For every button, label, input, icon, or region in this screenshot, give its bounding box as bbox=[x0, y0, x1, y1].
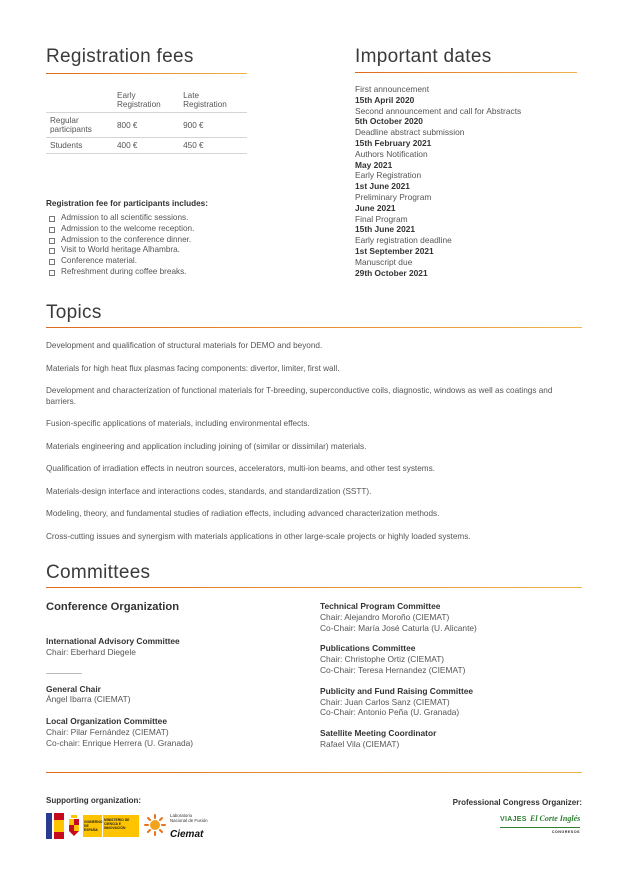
fee-early: 400 € bbox=[117, 141, 138, 150]
committees-left-column bbox=[46, 636, 286, 749]
date-label: Early Registration bbox=[355, 170, 422, 181]
date-label: First announcement bbox=[355, 84, 430, 94]
topic-item: Qualification of irradiation effects in neutron sources, accelerators, multi-ion beams, and other test systems. bbox=[46, 464, 435, 474]
fees-table bbox=[46, 88, 247, 154]
date-value: 15th February 2021 bbox=[355, 137, 432, 148]
date-value: 5th October 2020 bbox=[355, 116, 423, 127]
divider bbox=[46, 673, 82, 674]
table-row bbox=[46, 113, 247, 138]
committee-member: Chair: Alejandro Moroño (CIEMAT) bbox=[320, 611, 450, 622]
topic-item: Materials for high heat flux plasmas facing components: divertor, limiter, first wall. bbox=[46, 363, 340, 373]
list-item: Admission to the welcome reception. bbox=[46, 224, 276, 235]
fee-early: 800 € bbox=[117, 120, 138, 130]
conference-organization-title: Conference Organization bbox=[46, 601, 180, 613]
committee-member: Chair: Christophe Ortiz (CIEMAT) bbox=[320, 654, 445, 665]
fees-table-header bbox=[46, 88, 247, 113]
topic-item: Materials engineering and application including joining of (similar or dissimilar) materials. bbox=[46, 441, 367, 451]
fee-late: 900 € bbox=[183, 120, 204, 130]
list-item: Refreshment during coffee breaks. bbox=[46, 267, 276, 278]
list-item: Visit to World heritage Alhambra. bbox=[46, 245, 276, 256]
topic-item: Modeling, theory, and fundamental studies of radiation effects, including advanced characterization methods. bbox=[46, 509, 440, 519]
includes-list bbox=[46, 213, 276, 278]
list-item: Admission to the conference dinner. bbox=[46, 235, 276, 246]
committee-member: Ángel Ibarra (CIEMAT) bbox=[46, 694, 131, 705]
committee-title: Publicity and Fund Raising Committee bbox=[320, 685, 474, 696]
early-registration-header: Early Registration bbox=[117, 91, 161, 109]
committee-member: Co-chair: Enrique Herrera (U. Granada) bbox=[46, 737, 194, 748]
committee-member: Rafael Vila (CIEMAT) bbox=[320, 738, 400, 749]
topic-item: Cross-cutting issues and synergism with materials applications in other large-scale projects or highly loaded systems. bbox=[46, 531, 471, 541]
footer-divider bbox=[46, 772, 582, 773]
section-divider bbox=[46, 587, 582, 588]
pco-label: Professional Congress Organizer: bbox=[452, 798, 582, 807]
committee-member: Co-Chair: Antonio Peña (U. Granada) bbox=[320, 707, 460, 718]
committees-right-column bbox=[320, 601, 582, 750]
list-item: Admission to all scientific sessions. bbox=[46, 213, 276, 224]
topic-item: Development and characterization of functional materials for T-breeding, superconductive coils, diagnostic, windows as well as coatings and barriers. bbox=[46, 386, 553, 406]
spanish-government-logo: GOBIERNO DE ESPAÑA MINISTERIO DE CIENCIA E INNOVACIÓN bbox=[46, 812, 140, 840]
topics-heading: Topics bbox=[46, 302, 102, 323]
date-label: Deadline abstract submission bbox=[355, 127, 465, 138]
date-label: Preliminary Program bbox=[355, 191, 432, 202]
committee-member: Co-Chair: Teresa Hernandez (CIEMAT) bbox=[320, 664, 466, 675]
ciemat-logo: Laboratorio Nacional de Fusión Ciemat bbox=[144, 810, 220, 842]
coat-of-arms-icon bbox=[66, 815, 82, 837]
date-label: Final Program bbox=[355, 213, 408, 224]
section-divider bbox=[46, 327, 582, 328]
late-registration-header: Late Registration bbox=[183, 91, 227, 109]
date-value: 1st September 2021 bbox=[355, 245, 434, 256]
date-value: 15th June 2021 bbox=[355, 224, 416, 235]
date-label: Early registration deadline bbox=[355, 235, 452, 246]
committee-member: Chair: Juan Carlos Sanz (CIEMAT) bbox=[320, 696, 450, 707]
date-value: June 2021 bbox=[355, 202, 396, 213]
committee-member: Chair: Pilar Fernández (CIEMAT) bbox=[46, 726, 169, 737]
topics-list bbox=[46, 341, 582, 554]
date-label: Manuscript due bbox=[355, 256, 413, 267]
topic-item: Development and qualification of structural materials for DEMO and beyond. bbox=[46, 341, 323, 350]
viajes-el-corte-ingles-logo: VIAJES El Corte Inglés CONGRESOS bbox=[500, 814, 581, 834]
section-divider bbox=[355, 72, 577, 73]
date-value: May 2021 bbox=[355, 159, 393, 170]
date-value: 29th October 2021 bbox=[355, 267, 428, 278]
committees-heading: Committees bbox=[46, 562, 151, 583]
committee-title: Technical Program Committee bbox=[320, 601, 441, 611]
date-value: 15th April 2020 bbox=[355, 94, 415, 105]
committee-title: Publications Committee bbox=[320, 643, 416, 654]
important-dates-heading: Important dates bbox=[355, 46, 492, 67]
committee-member: Co-Chair: María José Caturla (U. Alicante) bbox=[320, 622, 477, 633]
supporting-organization-label: Supporting organization: bbox=[46, 796, 142, 805]
committee-title: International Advisory Committee bbox=[46, 636, 180, 646]
date-value: 1st June 2021 bbox=[355, 181, 410, 192]
fee-row-label: Students bbox=[50, 141, 83, 150]
topic-item: Fusion-specific applications of materials, including environmental effects. bbox=[46, 419, 310, 429]
committee-title: General Chair bbox=[46, 683, 101, 694]
fee-late: 450 € bbox=[183, 141, 204, 150]
committee-title: Local Organization Committee bbox=[46, 716, 167, 727]
dates-list bbox=[355, 84, 585, 278]
list-item: Conference material. bbox=[46, 256, 276, 267]
committee-member: Chair: Eberhard Diegele bbox=[46, 646, 136, 657]
table-row bbox=[46, 138, 247, 154]
includes-title: Registration fee for participants includes: bbox=[46, 199, 208, 208]
date-label: Second announcement and call for Abstracts bbox=[355, 105, 522, 116]
committee-title: Satellite Meeting Coordinator bbox=[320, 728, 437, 739]
section-divider bbox=[46, 73, 247, 74]
fee-row-label: Regular participants bbox=[50, 116, 92, 134]
topic-item: Materials-design interface and interactions codes, standards, and standardization (SSTT). bbox=[46, 486, 372, 496]
registration-fees-heading: Registration fees bbox=[46, 46, 194, 67]
date-label: Authors Notification bbox=[355, 148, 428, 159]
sun-icon bbox=[144, 814, 166, 836]
